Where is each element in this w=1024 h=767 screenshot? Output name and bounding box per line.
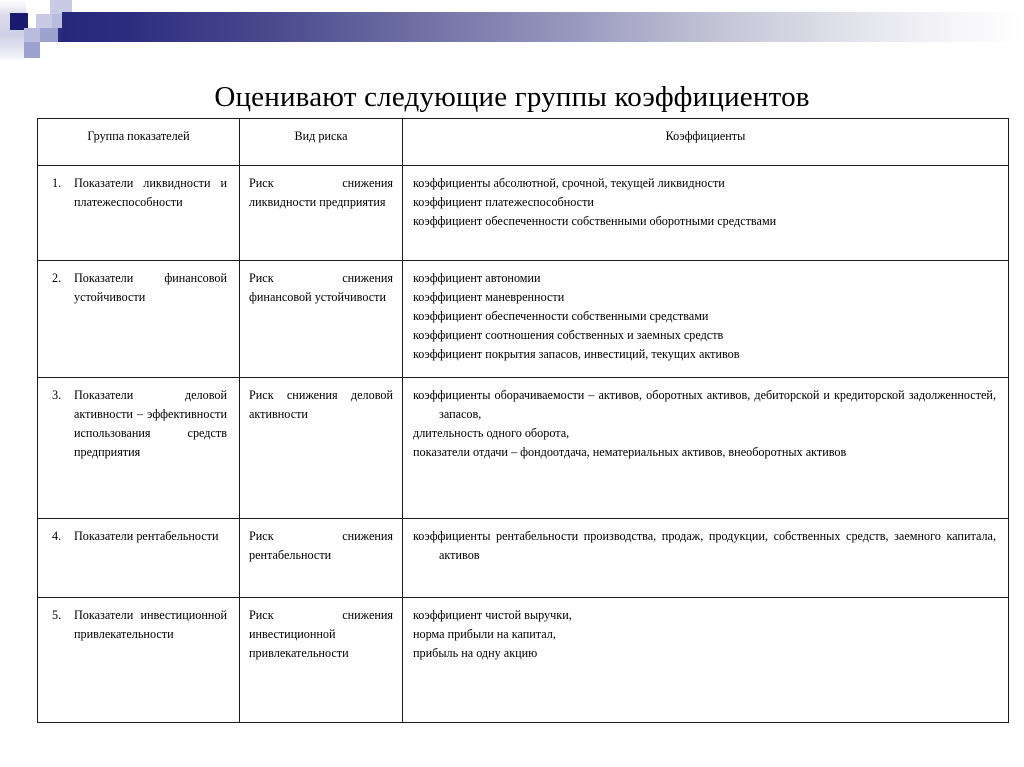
table-row	[38, 261, 1009, 378]
square-periwinkle-lower-left	[24, 28, 40, 42]
cell-risk: Риск снижения рентабельности	[240, 519, 403, 598]
coefficient-line: длительность одного оборота,	[413, 425, 570, 440]
coefficient-line: прибыль на одну акцию	[413, 645, 538, 660]
row-number: 1.	[52, 176, 62, 190]
cell-risk: Риск снижения ликвидности предприятия	[240, 166, 403, 261]
cell-risk: Риск снижения деловой активности	[240, 378, 403, 519]
coefficient-line: норма прибыли на капитал,	[413, 626, 556, 641]
coefficient-line: коэффициент покрытия запасов, инвестиций, текущих активов	[413, 346, 740, 361]
cell-coefficients	[403, 261, 1009, 378]
coefficient-line: коэффициент платежеспособности	[413, 194, 594, 209]
coefficient-line: коэффициенты абсолютной, срочной, текущей ликвидности	[413, 176, 725, 190]
square-periwinkle-bottom	[24, 42, 40, 58]
group-text: Показатели деловой активности – эффективности использования средств предприятия	[74, 388, 227, 459]
coefficients-table-wrapper	[37, 118, 1008, 723]
row-number: 3.	[52, 388, 62, 402]
table-header-row	[38, 119, 1009, 166]
row-number: 4.	[52, 529, 62, 543]
table-row	[38, 598, 1009, 723]
coefficients-table	[37, 118, 1009, 723]
cell-risk: Риск снижения финансовой устойчивости	[240, 261, 403, 378]
table-row	[38, 378, 1009, 519]
group-text: Показатели ликвидности и платежеспособности	[74, 176, 227, 209]
coefficient-line: коэффициент чистой выручки,	[413, 608, 572, 622]
coefficient-line: коэффициент обеспеченности собственными оборотными средствами	[413, 213, 777, 228]
coefficient-line: показатели отдачи – фондоотдача, нематериальных активов, внеоборотных активов	[413, 444, 847, 459]
square-periwinkle-lower-mid	[40, 28, 58, 42]
group-text: Показатели финансовой устойчивости	[74, 271, 227, 304]
header-cell-coefficients: Коэффициенты	[403, 119, 1009, 166]
cell-coefficients	[403, 378, 1009, 519]
table-row	[38, 166, 1009, 261]
cell-coefficients	[403, 166, 1009, 261]
cell-coefficients	[403, 598, 1009, 723]
square-light-lavender-mid	[36, 14, 52, 28]
table-row	[38, 519, 1009, 598]
coefficient-line: коэффициент автономии	[413, 271, 541, 285]
coefficient-line: коэффициент соотношения собственных и заемных средств	[413, 327, 724, 342]
cell-group	[38, 166, 240, 261]
left-fade-strip	[0, 0, 26, 62]
page-title: Оценивают следующие группы коэффициентов	[214, 81, 810, 114]
header-gradient-bar	[62, 12, 1024, 42]
coefficient-line: коэффициенты рентабельности производства, продаж, продукции, собственных средств, заемного капитала, активов	[413, 529, 996, 562]
cell-group	[38, 598, 240, 723]
cell-coefficients	[403, 519, 1009, 598]
cell-group	[38, 519, 240, 598]
cell-group	[38, 261, 240, 378]
coefficient-line: коэффициент маневренности	[413, 289, 565, 304]
row-number: 5.	[52, 608, 62, 622]
group-text: Показатели инвестиционной привлекательности	[74, 608, 227, 641]
header-cell-risk: Вид риска	[240, 119, 403, 166]
header-cell-group: Группа показателей	[38, 119, 240, 166]
group-text: Показатели рентабельности	[74, 529, 219, 543]
coefficient-line: коэффициент обеспеченности собственными средствами	[413, 308, 709, 323]
decorative-header-band	[0, 0, 1024, 62]
coefficient-line: коэффициенты оборачиваемости – активов, оборотных активов, дебиторской и кредиторской задолженностей, запасов,	[413, 388, 996, 421]
row-number: 2.	[52, 271, 62, 285]
cell-group	[38, 378, 240, 519]
cell-risk: Риск снижения инвестиционной привлекательности	[240, 598, 403, 723]
